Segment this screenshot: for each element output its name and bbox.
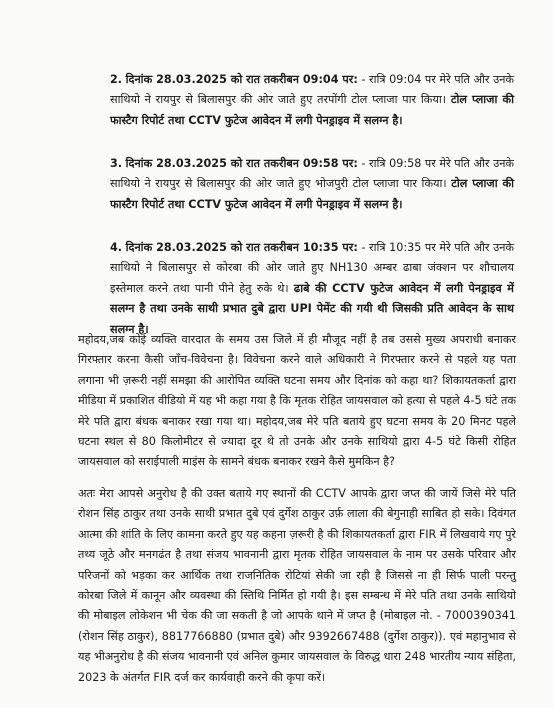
item-number: 4.: [110, 241, 123, 254]
item-text: - रात्रि 10:35 पर मेरे पति और उनके साथियो ने बिलासपुर से कोरबा की ओर जाते हुए NH130 अम्बर ढाबा जंक्शन पर शौचालय इस्तेमाल करने तथा पानी पीने हेतु रुके थे।: [110, 241, 514, 295]
item-bold-tail: टोल प्लाजा की फास्टैग रिपोर्ट तथा CCTV फुटेज आवेदन में लगी पेनड्राइव में सलग्न है।: [110, 93, 514, 127]
item-bold-tail: टोल प्लाजा की फास्टैग रिपोर्ट तथा CCTV फुटेज आवेदन में लगी पेनड्राइव में सलग्न है।: [110, 177, 514, 211]
list-item-4: [110, 238, 514, 340]
paragraph-request: अतः मेरा आपसे अनुरोध है की उक्त बताये गए स्थानों की CCTV आपके द्वारा जप्त की जायें जिसे मेरे पति रोशन सिंह ठाकुर तथा उनके साथी प्रभात दुबे एवं दुर्गेश ठाकुर उर्फ़ लाला की बेगुनाही साबित हो सके। दिवंगत आत्मा की शांति के लिए कामना करते हुए यह कहना ज़रूरी है की शिकायतकर्ता द्वारा FIR में लिखवाये गए पुरे तथ्य जूठे और मनगढंत है तथा संजय भावनानी द्वारा मृतक रोहित जायसवाल के नाम पर उसके परिवार और परिजनों को भड़का कर आर्थिक तथा राजनितिक रोटियां सेकी जा रही है जिससे ना ही सिर्फ पाली परन्तु कोरबा जिले में कानून और व्यवस्था की स्तिथि निर्मित हो गयी है। इस सम्बन्ध में मेरे पति तथा उनके साथियो की मोबाइल लोकेशन भी चेक की जा सकती है जो आपके थाने में जप्त है (मोबाइल नो. - 7000390341 (रोशन सिंह ठाकुर), 8817766880 (प्रभात दुबे) और 9392667488 (दुर्गेश ठाकुर)). एवं महानुभाव से यह भीअनुरोध है की संजय भावनानी एवं अनिल कुमार जायसवाल के विरुद्ध धारा 248 भारतीय न्याय संहिता, 2023 के अंतर्गत FIR दर्ज कर कार्यवाही करने की कृपा करें।: [78, 487, 516, 684]
list-item-2: [110, 70, 514, 131]
list-item-3: [110, 154, 514, 215]
item-heading: दिनांक 28.03.2025 को रात तकरीबन 10:35 पर:: [125, 241, 358, 254]
item-text: - रात्रि 09:04 पर मेरे पति और उनके साथियो ने रायपुर से बिलासपुर की ओर जाते हुए तरपोंगी टोल प्लाजा पार किया।: [110, 73, 514, 107]
item-number: 3.: [110, 157, 123, 170]
paragraph-alibi: महोदय,जब कोई व्यक्ति वारदात के समय उस जिले में ही मौजूद नहीं है तब उससे मुख्य अपराधी बनाकर गिरफ्तार करना कैसी जाँच-विवेचना है। विवेचना करने वाले अधिकारी ने गिरफ्तार करने से पहले यह पता लगाना भी ज़रूरी नहीं समझा की आरोपित व्यक्ति घटना समय और दिनांक को कहा था? शिकायतकर्ता द्वारा मीडिया में प्रकाशित वीडियो में यह भी कहा गया है कि मृतक रोहित जायसवाल को हत्या से पहले 4-5 घंटे तक मेरे पति द्वारा बंधक बनाकर रखा गया था। महोदय,जब मेरे पति बताये हुए घटना समय के 20 मिनट पहले घटना स्थल से 80 किलोमीटर से ज्यादा दूर थे तो उनके और उनके साथियो द्वारा 4-5 घंटे किसी रोहित जायसवाल को सराईपाली माइंस के सामने बंधक बनाकर रखने कैसे मुमकिन है?: [78, 333, 516, 469]
item-number: 2.: [110, 73, 123, 86]
item-heading: दिनांक 28.03.2025 को रात तकरीबन 09:04 पर:: [125, 73, 358, 86]
item-heading: दिनांक 28.03.2025 को रात तकरीबन 09:58 पर:: [125, 157, 358, 170]
item-bold-tail: ढाबे की CCTV फुटेज आवेदन में लगी पेनड्राइव में सलग्न है तथा उनके साथी प्रभात दुबे द्वारा UPI पेमेंट की गयी थी जिसकी प्रति आवेदन के साथ सलग्न है।: [110, 281, 514, 336]
item-text: - रात्रि 09:58 पर मेरे पति और उनके साथियो ने रायपुर से बिलासपुर की ओर जाते हुए भोजपुरी टोल प्लाजा पार किया।: [110, 157, 514, 191]
